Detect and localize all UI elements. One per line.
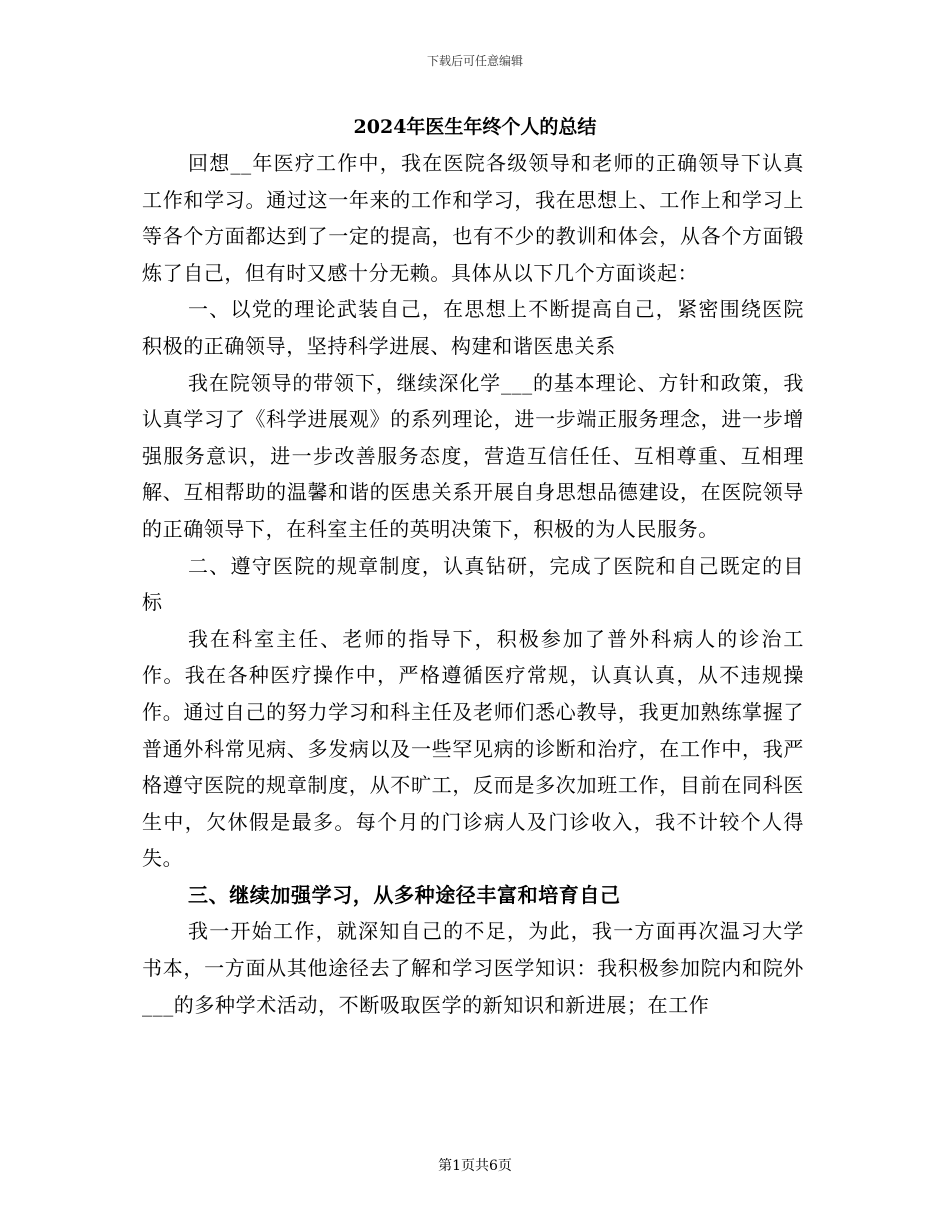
paragraph-section-2: 我在科室主任、老师的指导下，积极参加了普外科病人的诊治工作。我在各种医疗操作中，严格遵循医疗常规，认真认真，从不违规操作。通过自己的努力学习和科主任及老师们悉心教导，我更加熟练掌握了普通外科常见病、多发病以及一些罕见病的诊断和治疗，在工作中，我严格遵守医院的规章制度，从不旷工，反而是多次加班工作，目前在同科医生中，欠休假是最多。每个月的门诊病人及门诊收入，我不计较个人得失。: [142, 626, 804, 871]
page-header-note: 下载后可任意编辑: [426, 54, 523, 68]
document-body: [142, 145, 804, 1023]
section-heading-2: 二、遵守医院的规章制度，认真钻研，完成了医院和自己既定的目标: [142, 553, 804, 615]
document-title: 2024年医生年终个人的总结: [353, 116, 597, 138]
section-heading-1: 一、以党的理论武装自己，在思想上不断提高自己，紧密围绕医院积极的正确领导，坚持科学进展、构建和谐医患关系: [142, 297, 804, 358]
paragraph-section-3: 我一开始工作，就深知自己的不足，为此，我一方面再次温习大学书本，一方面从其他途径去了解和学习医学知识：我积极参加院内和院外___的多种学术活动，不断吸取医学的新知识和新进展；在工作: [142, 919, 804, 1017]
section-heading-3: 三、继续加强学习，从多种途径丰富和培育自己: [188, 882, 621, 907]
page-number: 第1页共6页: [438, 1158, 512, 1174]
paragraph-section-1: 我在院领导的带领下，继续深化学___的基本理论、方针和政策，我认真学习了《科学进展观》的系列理论，进一步端正服务理念，进一步增强服务意识，进一步改善服务态度，营造互信任任、互相尊重、互相理解、互相帮助的温馨和谐的医患关系开展自身思想品德建设，在医院领导的正确领导下，在科室主任的英明决策下，积极的为人民服务。: [142, 370, 804, 541]
paragraph-intro: 回想__年医疗工作中，我在医院各级领导和老师的正确领导下认真工作和学习。通过这一年来的工作和学习，我在思想上、工作上和学习上等各个方面都达到了一定的提高，也有不少的教训和体会，从各个方面锻炼了自己，但有时又感十分无赖。具体从以下几个方面谈起：: [142, 151, 804, 285]
